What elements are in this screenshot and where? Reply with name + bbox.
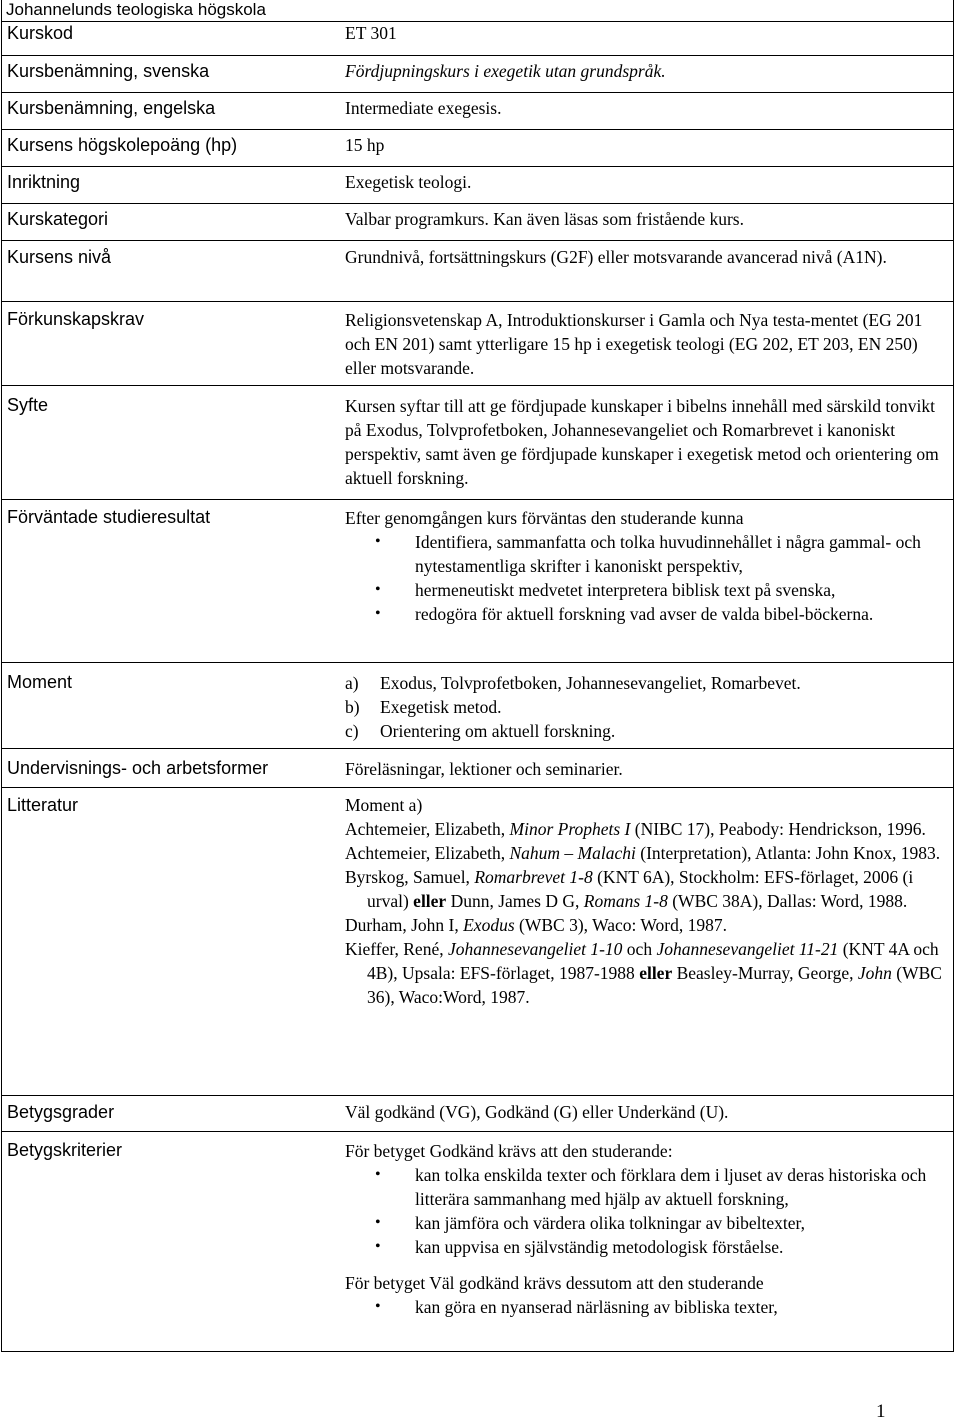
ref-text: Durham, John I, <box>345 915 464 935</box>
ref-title: John <box>857 963 892 983</box>
reference-item <box>345 817 950 841</box>
value-hp: 15 hp <box>345 135 385 155</box>
list-item: • hermeneutiskt medvetet interpretera biblisk text på svenska, <box>345 578 950 602</box>
studieresultat-intro: Efter genomgången kurs förväntas den studerande kunna <box>345 508 744 528</box>
moment-letter: c) <box>345 721 359 741</box>
ref-text: Byrskog, Samuel, <box>345 867 475 887</box>
ref-text: Achtemeier, Elizabeth, <box>345 819 510 839</box>
moment-letter: a) <box>345 673 359 693</box>
ref-text: (WBC 38A), Dallas: Word, 1988. <box>667 891 908 911</box>
ref-text: (WBC 36), Waco:Word, 1987. <box>367 963 942 1007</box>
kriterier-g-intro: För betyget Godkänd krävs att den studerande: <box>345 1141 673 1161</box>
list-item: • kan tolka enskilda texter och förklara dem i ljuset av deras historiska och litterära sammanhang med hjälp av aktuell forskning, <box>345 1163 950 1211</box>
value-betygsgrader: Väl godkänd (VG), Godkänd (G) eller Underkänd (U). <box>345 1102 729 1122</box>
value-kurskod: ET 301 <box>345 23 397 43</box>
reference-item <box>345 865 950 913</box>
ref-or: eller <box>413 891 447 911</box>
divider <box>1 92 954 93</box>
kriterier-vg-intro: För betyget Väl godkänd krävs dessutom att den studerande <box>345 1273 764 1293</box>
list-item: • kan jämföra och värdera olika tolkningar av bibeltexter, <box>345 1211 950 1235</box>
ref-text: (NIBC 17), Peabody: Hendrickson, 1996. <box>630 819 926 839</box>
ref-text: Kieffer, René, <box>345 939 448 959</box>
label-benamning-en: Kursbenämning, engelska <box>7 98 216 118</box>
label-niva: Kursens nivå <box>7 247 112 267</box>
ref-text: (Interpretation), Atlanta: John Knox, 1983. <box>635 843 941 863</box>
ref-title: Johannesevangeliet 11-21 <box>656 939 839 959</box>
label-betygsgrader: Betygsgrader <box>7 1102 115 1122</box>
label-hp: Kursens högskolepoäng (hp) <box>7 135 238 155</box>
page-number: 1 <box>876 1401 886 1422</box>
ref-title: Nahum – Malachi <box>509 843 636 863</box>
label-moment: Moment <box>7 672 73 692</box>
ref-title: Romans 1-8 <box>583 891 668 911</box>
value-moment <box>345 671 950 743</box>
label-benamning-sv: Kursbenämning, svenska <box>7 61 210 81</box>
value-studieresultat <box>345 506 950 626</box>
moment-text: Exodus, Tolvprofetboken, Johannesevangeliet, Romarbevet. <box>380 673 801 693</box>
list-item: • redogöra för aktuell forskning vad avser de valda bibel-böckerna. <box>345 602 950 626</box>
reference-item <box>345 937 950 1009</box>
value-benamning-en: Intermediate exegesis. <box>345 98 502 118</box>
divider <box>1 129 954 130</box>
divider <box>1 787 954 788</box>
moment-item <box>345 695 950 719</box>
kriterier-vg-list <box>345 1295 950 1319</box>
divider <box>1 203 954 204</box>
value-syfte: Kursen syftar till att ge fördjupade kunskaper i bibelns innehåll med särskild tonvikt på Exodus, Tolvprofetboken, Johannesevangeliet och Romarbrevet i kanoniskt perspektiv, samt även ge fördjupade kunskaper i exegetisk metod och orientering om aktuell forskning. <box>345 396 939 488</box>
value-forkunskapskrav: Religionsvetenskap A, Introduktionskurser i Gamla och Nya testa-mentet (EG 201 och EN 201) samt ytterligare 15 hp i exegetisk teologi (EG 202, ET 203, EN 250) eller motsvarande. <box>345 310 923 378</box>
value-kurskategori: Valbar programkurs. Kan även läsas som fristående kurs. <box>345 209 744 229</box>
ref-text: Beasley-Murray, George, <box>672 963 858 983</box>
divider <box>1 662 954 663</box>
list-item: • Identifiera, sammanfatta och tolka huvudinnehållet i några gammal- och nytestamentliga skrifter i kanoniskt perspektiv, <box>345 530 950 578</box>
label-arbetsformer: Undervisnings- och arbetsformer <box>7 758 269 778</box>
litteratur-heading: Moment a) <box>345 795 423 815</box>
ref-text: (KNT 4A och 4B), Upsala: EFS-förlaget, 1987-1988 <box>367 939 939 983</box>
ref-text: Achtemeier, Elizabeth, <box>345 843 510 863</box>
ref-text: och <box>622 939 657 959</box>
ref-text: (KNT 6A), Stockholm: EFS-förlaget, 2006 (i urval) <box>367 867 914 911</box>
divider <box>1 55 954 56</box>
reference-item <box>345 841 950 865</box>
divider <box>1 1095 954 1096</box>
list-item: • kan göra en nyanserad närläsning av bibliska texter, <box>345 1295 950 1319</box>
moment-text: Orientering om aktuell forskning. <box>380 721 616 741</box>
ref-title: Exodus <box>463 915 515 935</box>
divider <box>1 166 954 167</box>
list-item: • kan uppvisa en självständig metodologisk förståelse. <box>345 1235 950 1259</box>
divider <box>1 1131 954 1132</box>
ref-text: Dunn, James D G, <box>446 891 584 911</box>
divider <box>1 240 954 241</box>
ref-title: Romarbrevet 1-8 <box>474 867 593 887</box>
ref-text: (WBC 3), Waco: Word, 1987. <box>514 915 727 935</box>
label-litteratur: Litteratur <box>7 795 79 815</box>
value-litteratur <box>345 793 950 1009</box>
moment-item <box>345 671 950 695</box>
moment-text: Exegetisk metod. <box>380 697 502 717</box>
label-kurskod: Kurskod <box>7 23 74 43</box>
studieresultat-list <box>345 530 950 626</box>
label-inriktning: Inriktning <box>7 172 81 192</box>
value-benamning-sv: Fördjupningskurs i exegetik utan grundspråk. <box>345 61 666 81</box>
value-niva: Grundnivå, fortsättningskurs (G2F) eller motsvarande avancerad nivå (A1N). <box>345 247 887 267</box>
ref-title: Johannesevangeliet 1-10 <box>447 939 623 959</box>
label-studieresultat: Förväntade studieresultat <box>7 507 211 527</box>
moment-item <box>345 719 950 743</box>
label-betygskriterier: Betygskriterier <box>7 1140 123 1160</box>
moment-letter: b) <box>345 697 360 717</box>
ref-title: Minor Prophets I <box>509 819 631 839</box>
ref-or: eller <box>639 963 673 983</box>
divider <box>1 301 954 302</box>
value-betygskriterier <box>345 1139 950 1319</box>
label-kurskategori: Kurskategori <box>7 209 109 229</box>
divider <box>1 499 954 500</box>
label-syfte: Syfte <box>7 395 49 415</box>
value-arbetsformer: Föreläsningar, lektioner och seminarier. <box>345 759 623 779</box>
kriterier-g-list <box>345 1163 950 1259</box>
school-name: Johannelunds teologiska högskola <box>6 0 266 19</box>
value-inriktning: Exegetisk teologi. <box>345 172 472 192</box>
divider <box>1 748 954 749</box>
divider <box>1 385 954 386</box>
label-forkunskapskrav: Förkunskapskrav <box>7 309 145 329</box>
reference-item <box>345 913 950 937</box>
